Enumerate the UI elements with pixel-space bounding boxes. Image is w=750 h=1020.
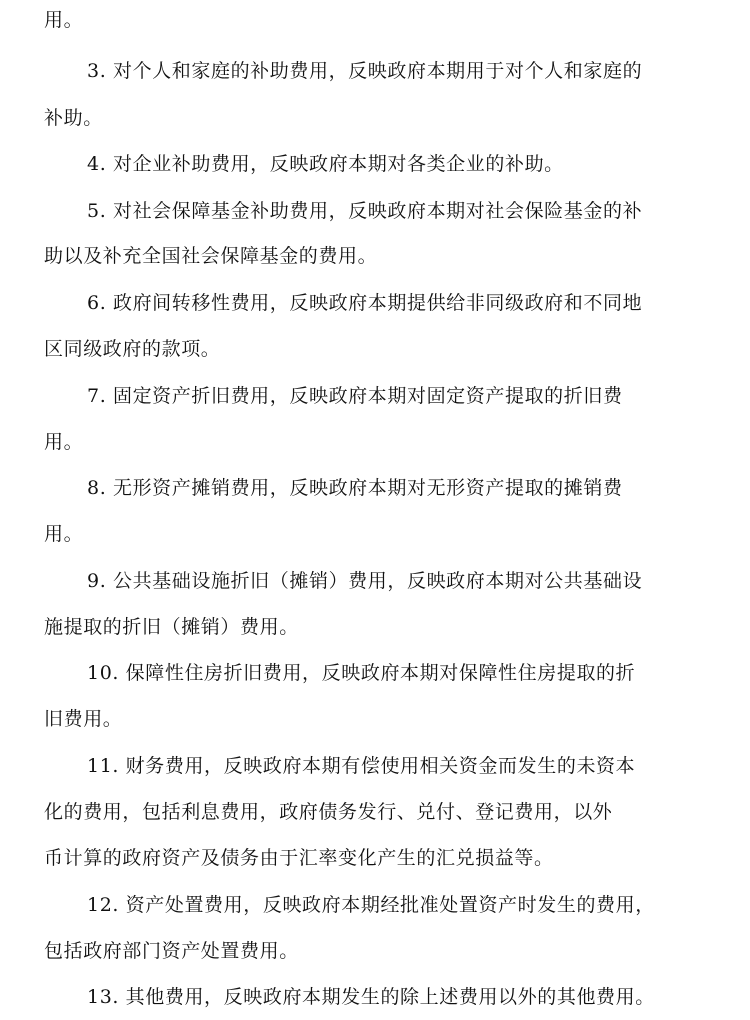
- text-line: 12. 资产处置费用，反映政府本期经批准处置资产时发生的费用，: [87, 894, 655, 916]
- text-line: 旧费用。: [44, 708, 123, 730]
- text-line: 13. 其他费用，反映政府本期发生的除上述费用以外的其他费用。: [87, 986, 655, 1008]
- text-line: 7. 固定资产折旧费用，反映政府本期对固定资产提取的折旧费: [87, 385, 623, 407]
- text-line: 区同级政府的款项。: [44, 338, 221, 360]
- text-line: 施提取的折旧（摊销）费用。: [44, 616, 299, 638]
- text-line: 8. 无形资产摊销费用，反映政府本期对无形资产提取的摊销费: [87, 477, 623, 499]
- text-line: 10. 保障性住房折旧费用，反映政府本期对保障性住房提取的折: [87, 662, 636, 684]
- text-line: 用。: [44, 9, 84, 31]
- text-line: 11. 财务费用，反映政府本期有偿使用相关资金而发生的未资本: [87, 755, 636, 777]
- text-line: 包括政府部门资产处置费用。: [44, 940, 299, 962]
- text-line: 6. 政府间转移性费用，反映政府本期提供给非同级政府和不同地: [87, 292, 643, 314]
- text-line: 币计算的政府资产及债务由于汇率变化产生的汇兑损益等。: [44, 847, 554, 869]
- text-line: 助以及补充全国社会保障基金的费用。: [44, 245, 378, 267]
- text-line: 9. 公共基础设施折旧（摊销）费用，反映政府本期对公共基础设: [87, 570, 643, 592]
- text-line: 用。: [44, 431, 84, 453]
- text-line: 3. 对个人和家庭的补助费用，反映政府本期用于对个人和家庭的: [87, 60, 643, 82]
- text-line: 化的费用，包括利息费用，政府债务发行、兑付、登记费用，以外: [44, 801, 613, 823]
- text-line: 4. 对企业补助费用，反映政府本期对各类企业的补助。: [87, 153, 564, 175]
- text-line: 补助。: [44, 107, 103, 129]
- text-line: 用。: [44, 523, 84, 545]
- text-line: 5. 对社会保障基金补助费用，反映政府本期对社会保险基金的补: [87, 200, 643, 222]
